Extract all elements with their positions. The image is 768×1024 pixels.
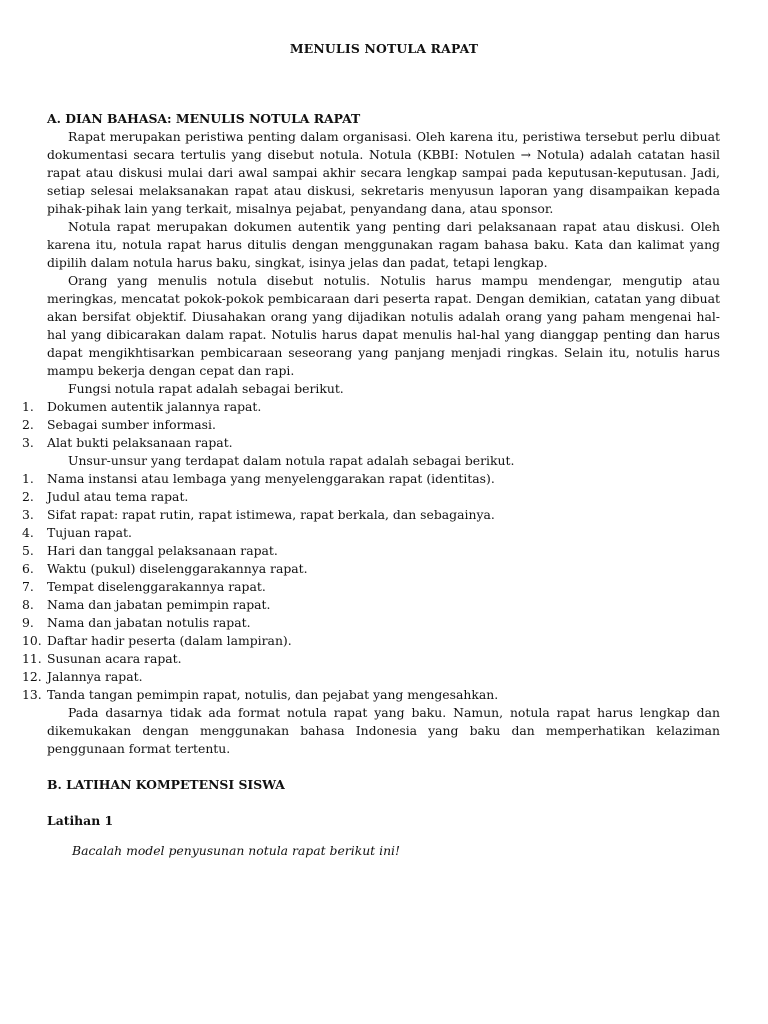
- section-a-heading: A. DIAN BAHASA: MENULIS NOTULA RAPAT: [47, 111, 361, 126]
- list-text: Dokumen autentik jalannya rapat.: [47, 399, 262, 414]
- list-text: Susunan acara rapat.: [47, 651, 182, 666]
- list-number: 3.: [22, 507, 34, 522]
- list-text: Sebagai sumber informasi.: [47, 417, 216, 432]
- list-text: Waktu (pukul) diselenggarakannya rapat.: [47, 561, 308, 576]
- list-item: [22, 542, 720, 560]
- list-item: [22, 398, 720, 416]
- list-text: Nama instansi atau lembaga yang menyelenggarakan rapat (identitas).: [47, 471, 495, 486]
- list-number: 1.: [22, 399, 34, 414]
- list-item: [22, 506, 720, 524]
- list-number: 9.: [22, 615, 34, 630]
- list-text: Jalannya rapat.: [47, 669, 143, 684]
- list-item: [22, 632, 720, 650]
- list-text: Alat bukti pelaksanaan rapat.: [47, 435, 233, 450]
- list-item: [22, 650, 720, 668]
- list-number: 10.: [22, 633, 42, 648]
- paragraph-2: Notula rapat merupakan dokumen autentik yang penting dari pelaksanaan rapat atau diskusi. Oleh karena itu, notula rapat harus ditulis dengan menggunakan ragam bahasa baku. Kata dan kalimat yang dipilih dalam notula harus baku, singkat, isinya jelas dan padat, tetapi lengkap.: [47, 219, 720, 270]
- list-number: 2.: [22, 489, 34, 504]
- list-text: Daftar hadir peserta (dalam lampiran).: [47, 633, 292, 648]
- list-item: [22, 560, 720, 578]
- list-number: 7.: [22, 579, 34, 594]
- list-number: 6.: [22, 561, 34, 576]
- list-item: [22, 668, 720, 686]
- list-text: Tanda tangan pemimpin rapat, notulis, dan pejabat yang mengesahkan.: [47, 687, 499, 702]
- list-text: Nama dan jabatan notulis rapat.: [47, 615, 251, 630]
- list-item: [22, 488, 720, 506]
- section-b-heading: B. LATIHAN KOMPETENSI SISWA: [47, 777, 285, 792]
- list-text: Sifat rapat: rapat rutin, rapat istimewa, rapat berkala, dan sebagainya.: [47, 507, 495, 522]
- document-title: MENULIS NOTULA RAPAT: [289, 41, 479, 56]
- list-text: Hari dan tanggal pelaksanaan rapat.: [47, 543, 278, 558]
- list-number: 5.: [22, 543, 34, 558]
- functions-list: [22, 398, 720, 452]
- list-item: [22, 470, 720, 488]
- list-number: 1.: [22, 471, 34, 486]
- exercise-instruction: Bacalah model penyusunan notula rapat berikut ini!: [72, 843, 400, 858]
- exercise-title: Latihan 1: [47, 813, 114, 828]
- list-item: [22, 416, 720, 434]
- list-item: [22, 524, 720, 542]
- list-number: 12.: [22, 669, 42, 684]
- list-text: Nama dan jabatan pemimpin rapat.: [47, 597, 271, 612]
- list-item: [22, 596, 720, 614]
- list-number: 2.: [22, 417, 34, 432]
- list-text: Tujuan rapat.: [47, 525, 132, 540]
- functions-intro: Fungsi notula rapat adalah sebagai berikut.: [68, 381, 344, 396]
- list-number: 8.: [22, 597, 34, 612]
- list-number: 11.: [22, 651, 42, 666]
- list-item: [22, 434, 720, 452]
- list-number: 4.: [22, 525, 34, 540]
- paragraph-1: Rapat merupakan peristiwa penting dalam organisasi. Oleh karena itu, peristiwa tersebut perlu dibuat dokumentasi secara tertulis yang disebut notula. Notula (KBBI: Notulen → Notula) adalah catatan hasil rapat atau diskusi mulai dari awal sampai akhir secara lengkap sampai pada keputusan-keputusan. Jadi, setiap selesai melaksanakan rapat atau diskusi, sekretaris menyusun laporan yang disampaikan kepada pihak-pihak lain yang terkait, misalnya pejabat, penyandang dana, atau sponsor.: [47, 129, 720, 216]
- elements-list: [22, 470, 720, 704]
- list-text: Judul atau tema rapat.: [47, 489, 189, 504]
- list-text: Tempat diselenggarakannya rapat.: [47, 579, 266, 594]
- closing-paragraph: Pada dasarnya tidak ada format notula rapat yang baku. Namun, notula rapat harus lengkap dan dikemukakan dengan menggunakan bahasa Indonesia yang baku dan memperhatikan kelaziman penggunaan format tertentu.: [47, 705, 720, 756]
- list-item: [22, 614, 720, 632]
- list-number: 3.: [22, 435, 34, 450]
- elements-intro: Unsur-unsur yang terdapat dalam notula rapat adalah sebagai berikut.: [68, 453, 515, 468]
- document-body: [22, 110, 720, 860]
- paragraph-3: Orang yang menulis notula disebut notulis. Notulis harus mampu mendengar, mengutip atau meringkas, mencatat pokok-pokok pembicaraan dari peserta rapat. Dengan demikian, catatan yang dibuat akan bersifat objektif. Diusahakan orang yang dijadikan notulis adalah orang yang paham mengenai hal-hal yang dibicarakan dalam rapat. Notulis harus dapat menulis hal-hal yang dianggap penting dan harus dapat mengikhtisarkan pembicaraan seseorang yang panjang menjadi ringkas. Selain itu, notulis harus mampu bekerja dengan cepat dan rapi.: [47, 273, 720, 378]
- list-item: [22, 578, 720, 596]
- list-item: [22, 686, 720, 704]
- list-number: 13.: [22, 687, 42, 702]
